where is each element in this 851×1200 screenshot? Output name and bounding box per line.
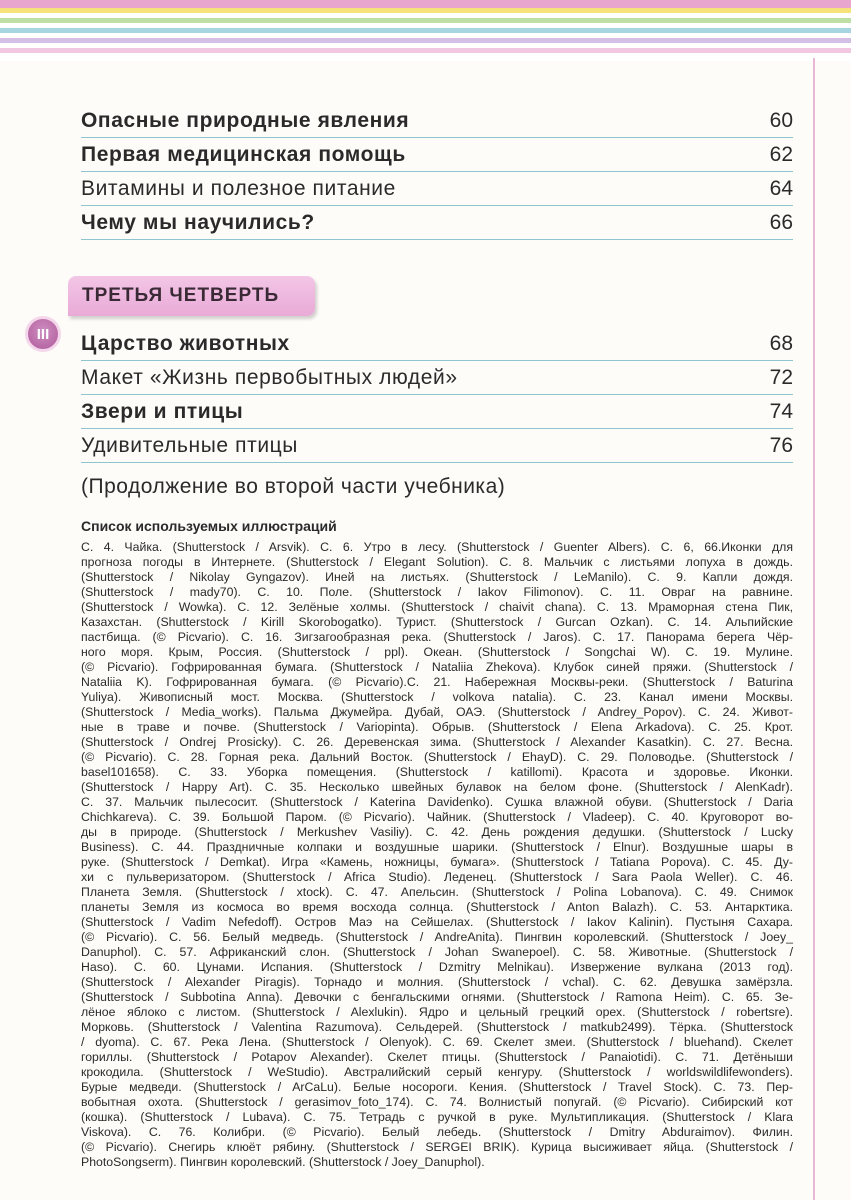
illustration-credit-line: планеты Земля из космоса во время восхода солнца. (Shutterstock / Anton Balazh). С. 53. Антарктика. [81,900,793,914]
illustration-credit-line: Danuphol). С. 57. Африканский слон. (Shutterstock / Johan Swanepoel). С. 58. Животные. (Shutterstock / [81,945,793,959]
toc-page-number: 64 [769,177,793,200]
toc-row[interactable] [81,361,793,395]
illustration-credit-line: (© Picvario). Гофрированная бумага. (Shutterstock / Nataliia Zhekova). Клубок синей пряжи. (Shutterstock / [81,660,793,674]
toc-row[interactable] [81,104,793,138]
toc-page-number: 60 [769,109,793,132]
top-color-stripes [0,0,851,58]
toc-title: Царство животных [81,332,290,355]
toc-title: Чему мы научились? [81,211,315,234]
toc-row[interactable] [81,172,793,206]
illustration-credit-line: Nataliia K). Гофрированная бумага. (© Picvario).С. 21. Набережная Москвы-реки. (Shutterstock / Baturina [81,675,793,689]
illustration-credit-line: хи с пульверизатором. (Shutterstock / Africa Studio). Леденец. (Shutterstock / Sara Paola Weller). С. 46. [81,870,793,884]
illustration-credit-line: (Shutterstock / Alexander Piragis). Торнадо и молния. (Shutterstock / vchal). С. 62. Девушка замёрзла. [81,975,793,989]
illustration-credit-line: Chichkareva). С. 39. Большой Паром. (© Picvario). Чайник. (Shutterstock / Vladeep). С. 40. Круговорот во- [81,810,793,824]
illustrations-heading: Список используемых иллюстраций [81,518,337,534]
illustration-credit-line: Viskova). С. 76. Колибри. (© Picvario). Белый лебедь. (Shutterstock / Dmitry Abduraimov). Филин. [81,1125,793,1139]
illustration-credit-line: (Shutterstock / Media_works). Пальма Джумейра. Дубай, ОАЭ. (Shutterstock / Andrey_Popov). С. 24. Живот- [81,705,793,719]
illustration-credit-line: (© Picvario). С. 56. Белый медведь. (Shutterstock / AndreAnita). Пингвин королевский. (Shutterstock / Joey_ [81,930,793,944]
toc-page-number: 66 [769,211,793,234]
illustration-credit-line: (Shutterstock / Nikolay Gyngazov). Иней на листьях. (Shutterstock / LeManilo). С. 9. Капли дождя. [81,570,793,584]
illustration-credit-line: (© Picvario). Снегирь клюёт рябину. (Shutterstock / SERGEI BRIK). Курица высиживает яйца. (Shutterstock / [81,1140,793,1154]
illustration-credit-line: basel101658). С. 33. Уборка помещения. (Shutterstock / katillomi). Красота и здоровье. Иконки. [81,765,793,779]
stripe-white-5 [0,53,851,61]
illustration-credit-line: (© Picvario). С. 28. Горная река. Дальний Восток. (Shutterstock / EhayD). С. 29. Половодье. (Shutterstock / [81,750,793,764]
illustration-credit-line: прогноза погоды в Интернете. (Shutterstock / Elegant Solution). С. 8. Мальчик с листьями лопуха в дождь. [81,555,793,569]
illustration-credit-line: С. 37. Мальчик пылесосит. (Shutterstock / Katerina Davidenko). Сушка влажной обуви. (Shutterstock / Daria [81,795,793,809]
illustration-credit-line: Haso). С. 60. Цунами. Испания. (Shutterstock / Dzmitry Melnikau). Извержение вулкана (2013 год). [81,960,793,974]
illustration-credit-line: Business). С. 44. Праздничные колпаки и воздушные шарики. (Shutterstock / Elnur). Воздушные шары в [81,840,793,854]
illustration-credit-line: PhotoSongserm). Пингвин королевский. (Shutterstock / Joey_Danuphol). [81,1155,485,1169]
illustration-credit-line: Yuliya). Живописный мост. Москва. (Shutterstock / volkova natalia). С. 23. Канал имени Москвы. [81,690,793,704]
toc-row[interactable] [81,327,793,361]
illustration-credit-line: лёное яблоко с листом. (Shutterstock / Alexlukin). Ядро и цельный грецкий орех. (Shutterstock / robertsre). [81,1005,793,1019]
toc-title: Опасные природные явления [81,109,410,132]
toc-page-number: 72 [769,366,793,389]
illustration-credit-line: / dyoma). С. 67. Река Лена. (Shutterstock / Olenyok). С. 69. Скелет змеи. (Shutterstock / bluehand). Скелет [81,1035,793,1049]
illustration-credit-line: Морковь. (Shutterstock / Valentina Razumova). Сельдерей. (Shutterstock / matkub2499). Тёрка. (Shutterstock [81,1020,793,1034]
quarter-title: ТРЕТЬЯ ЧЕТВЕРТЬ [82,285,280,306]
toc-row[interactable] [81,429,793,463]
illustration-credit-line: руке. (Shutterstock / Demkat). Игра «Камень, ножницы, бумага». (Shutterstock / Tatiana Popova). С. 45. Ду- [81,855,793,869]
toc-page-number: 62 [769,143,793,166]
illustration-credit-line: ные в траве и почве. (Shutterstock / Variopinta). Обрыв. (Shutterstock / Elena Arkadova). С. 25. Крот. [81,720,793,734]
right-margin-line [813,58,815,1200]
stripe-pink [0,0,851,8]
illustration-credit-line: ного моря. Крым, Россия. (Shutterstock / ppl). Океан. (Shutterstock / Songchai W). С. 19. Мулине. [81,645,793,659]
illustration-credit-line: вобытная охота. (Shutterstock / gerasimov_foto_174). С. 74. Волнистый попугай. (© Picvario). Сибирский кот [81,1095,793,1109]
toc-title: Первая медицинская помощь [81,143,406,166]
illustration-credit-line: (Shutterstock / Ondrej Prosicky). С. 26. Деревенская зима. (Shutterstock / Alexander Kasatkin). С. 27. Весна. [81,735,793,749]
quarter-header-tab [68,276,315,316]
continuation-note: (Продолжение во второй части учебника) [81,475,506,498]
illustration-credit-line: гориллы. (Shutterstock / Potapov Alexander). Скелет птицы. (Shutterstock / Panaiotidi). С. 71. Детёныши [81,1050,793,1064]
illustrations-list [81,540,793,1170]
toc-title: Макет «Жизнь первобытных людей» [81,366,458,389]
toc-title: Звери и птицы [81,400,244,423]
illustration-credit-line: пастбища. (© Picvario). С. 16. Зигзагообразная река. (Shutterstock / Jaros). С. 17. Панорама берега Чёр- [81,630,793,644]
illustration-credit-line: Бурые медведи. (Shutterstock / ArCaLu). Белые носороги. Кения. (Shutterstock / Travel Stock). С. 73. Пер- [81,1080,793,1094]
illustration-credit-line: С. 4. Чайка. (Shutterstock / Arsvik). С. 6. Утро в лесу. (Shutterstock / Guenter Albers). С. 6, 66.Иконки для [81,540,793,554]
toc-page-number: 74 [769,400,793,423]
toc-title: Витамины и полезное питание [81,177,396,200]
illustration-credit-line: Казахстан. (Shutterstock / Kirill Skorobogatko). Турист. (Shutterstock / Gurcan Ozkan). С. 14. Альпийские [81,615,793,629]
illustration-credit-line: ды в природе. (Shutterstock / Merkushev Vasiliy). С. 42. День рождения дедушки. (Shutterstock / Lucky [81,825,793,839]
quarter-number-badge: III [25,316,61,352]
toc-page-number: 68 [769,332,793,355]
illustration-credit-line: (Shutterstock / Wowka). С. 12. Зелёные холмы. (Shutterstock / chaivit chana). С. 13. Мраморная стена Пик, [81,600,793,614]
illustration-credit-line: (Shutterstock / Subbotina Anna). Девочки с бенгальскими огнями. (Shutterstock / Ramona Heim). С. 65. Зе- [81,990,793,1004]
toc-title: Удивительные птицы [81,434,298,457]
illustration-credit-line: Планета Земля. (Shutterstock / xtock). С. 47. Апельсин. (Shutterstock / Polina Lobanova). С. 49. Снимок [81,885,793,899]
illustration-credit-line: (Shutterstock / mady70). С. 10. Поле. (Shutterstock / Iakov Filimonov). С. 11. Овраг на равнине. [81,585,793,599]
toc-row[interactable] [81,206,793,240]
illustration-credit-line: (Shutterstock / Happy Art). С. 35. Несколько швейных булавок на белом фоне. (Shutterstock / AlenKadr). [81,780,793,794]
toc-page-number: 76 [769,434,793,457]
toc-row[interactable] [81,395,793,429]
illustration-credit-line: (кошка). (Shutterstock / Lubava). С. 75. Тетрадь с ручкой в руке. Мультипликация. (Shutterstock / Klara [81,1110,793,1124]
toc-row[interactable] [81,138,793,172]
illustration-credit-line: (Shutterstock / Vadim Nefedoff). Остров Маэ на Сейшелах. (Shutterstock / Iakov Kalinin). Пустыня Сахара. [81,915,793,929]
illustration-credit-line: крокодила. (Shutterstock / WeStudio). Австралийский серый кенгуру. (Shutterstock / worldswildlifewonders). [81,1065,793,1079]
